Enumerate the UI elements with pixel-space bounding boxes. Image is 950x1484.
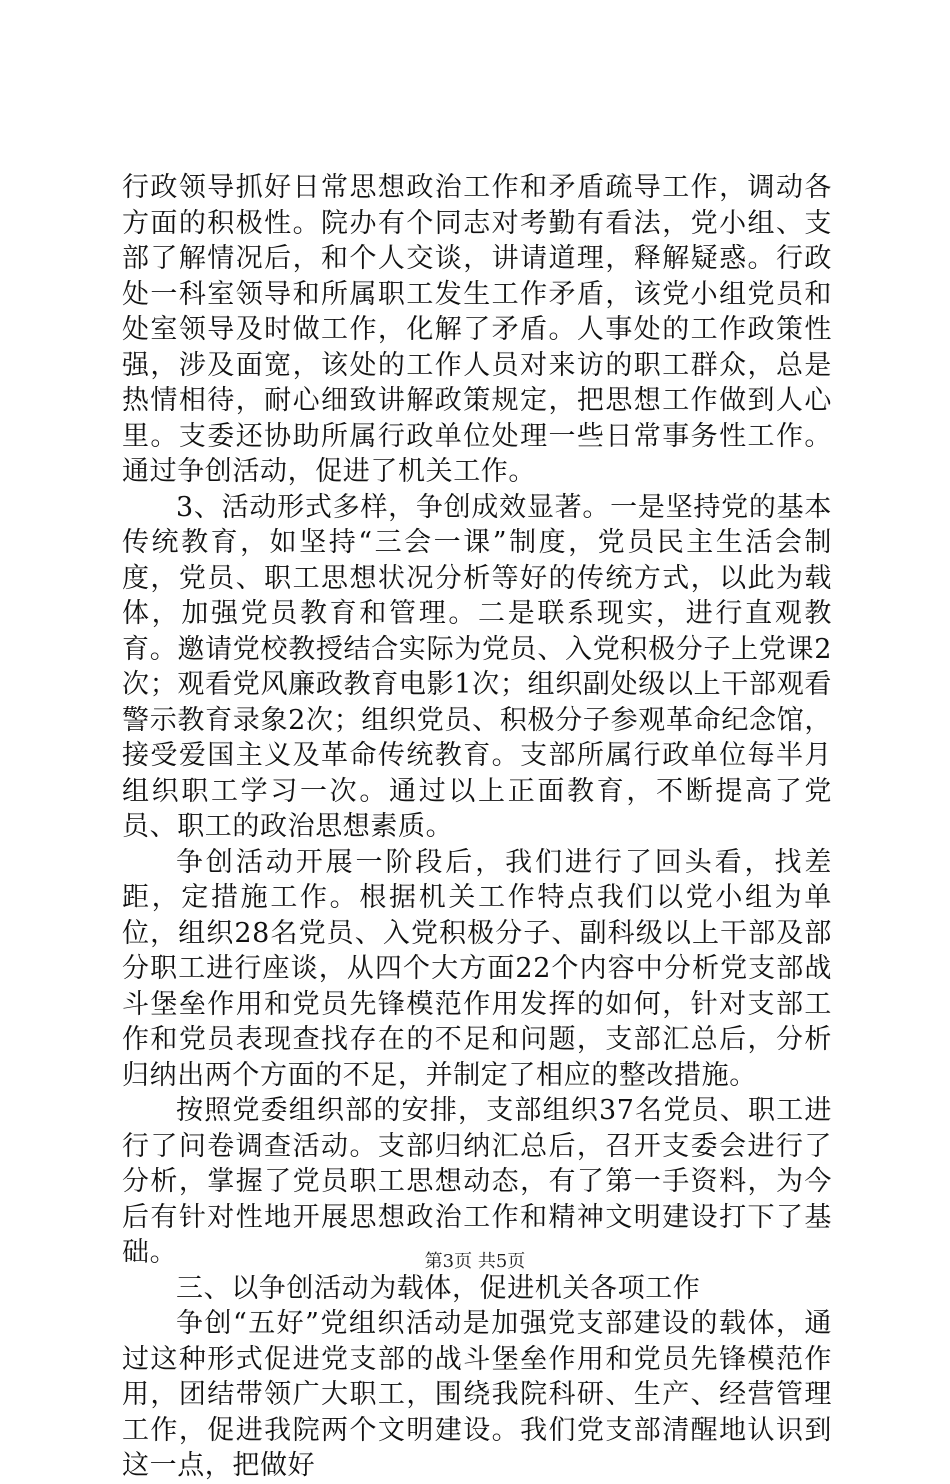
section-heading-3: 三、以争创活动为载体，促进机关各项工作 xyxy=(176,1272,701,1304)
document-body xyxy=(122,170,832,1484)
paragraph-3: 争创活动开展一阶段后，我们进行了回头看，找差距，定措施工作。根据机关工作特点我们以党小组为单位，组织28名党员、入党积极分子、副科级以上干部及部分职工进行座谈，从四个大方面22个内容中分析党支部战斗堡垒作用和党员先锋模范作用发挥的如何，针对支部工作和党员表现查找存在的不足和问题，支部汇总后，分析归纳出两个方面的不足，并制定了相应的整改措施。 xyxy=(122,846,832,1091)
page-footer: 第3页 共5页 xyxy=(424,1251,526,1272)
paragraph-5: 争创“五好”党组织活动是加强党支部建设的载体，通过这种形式促进党支部的战斗堡垒作用和党员先锋模范作用，团结带领广大职工，围绕我院科研、生产、经营管理工作，促进我院两个文明建设。我们党支部清醒地认识到这一点，把做好 xyxy=(122,1308,832,1481)
paragraph-1: 行政领导抓好日常思想政治工作和矛盾疏导工作，调动各方面的积极性。院办有个同志对考勤有看法，党小组、支部了解情况后，和个人交谈，讲请道理，释解疑惑。行政处一科室领导和所属职工发生工作矛盾，该党小组党员和处室领导及时做工作，化解了矛盾。人事处的工作政策性强，涉及面宽，该处的工作人员对来访的职工群众，总是热情相待，耐心细致讲解政策规定，把思想工作做到人心里。支委还协助所属行政单位处理一些日常事务性工作。通过争创活动，促进了机关工作。 xyxy=(122,172,832,487)
paragraph-4: 按照党委组织部的安排，支部组织37名党员、职工进行了问卷调查活动。支部归纳汇总后，召开支委会进行了分析，掌握了党员职工思想动态，有了第一手资料，为今后有针对性地开展思想政治工作和精神文明建设打下了基础。 xyxy=(122,1095,832,1268)
paragraph-2: 3、活动形式多样，争创成效显著。一是坚持党的基本传统教育，如坚持“三会一课”制度，党员民主生活会制度，党员、职工思想状况分析等好的传统方式，以此为载体，加强党员教育和管理。二是联系现实，进行直观教育。邀请党校教授结合实际为党员、入党积极分子上党课2次；观看党风廉政教育电影1次；组织副处级以上干部观看警示教育录象2次；组织党员、积极分子参观革命纪念馆，接受爱国主义及革命传统教育。支部所属行政单位每半月组织职工学习一次。通过以上正面教育，不断提高了党员、职工的政治思想素质。 xyxy=(122,491,832,842)
